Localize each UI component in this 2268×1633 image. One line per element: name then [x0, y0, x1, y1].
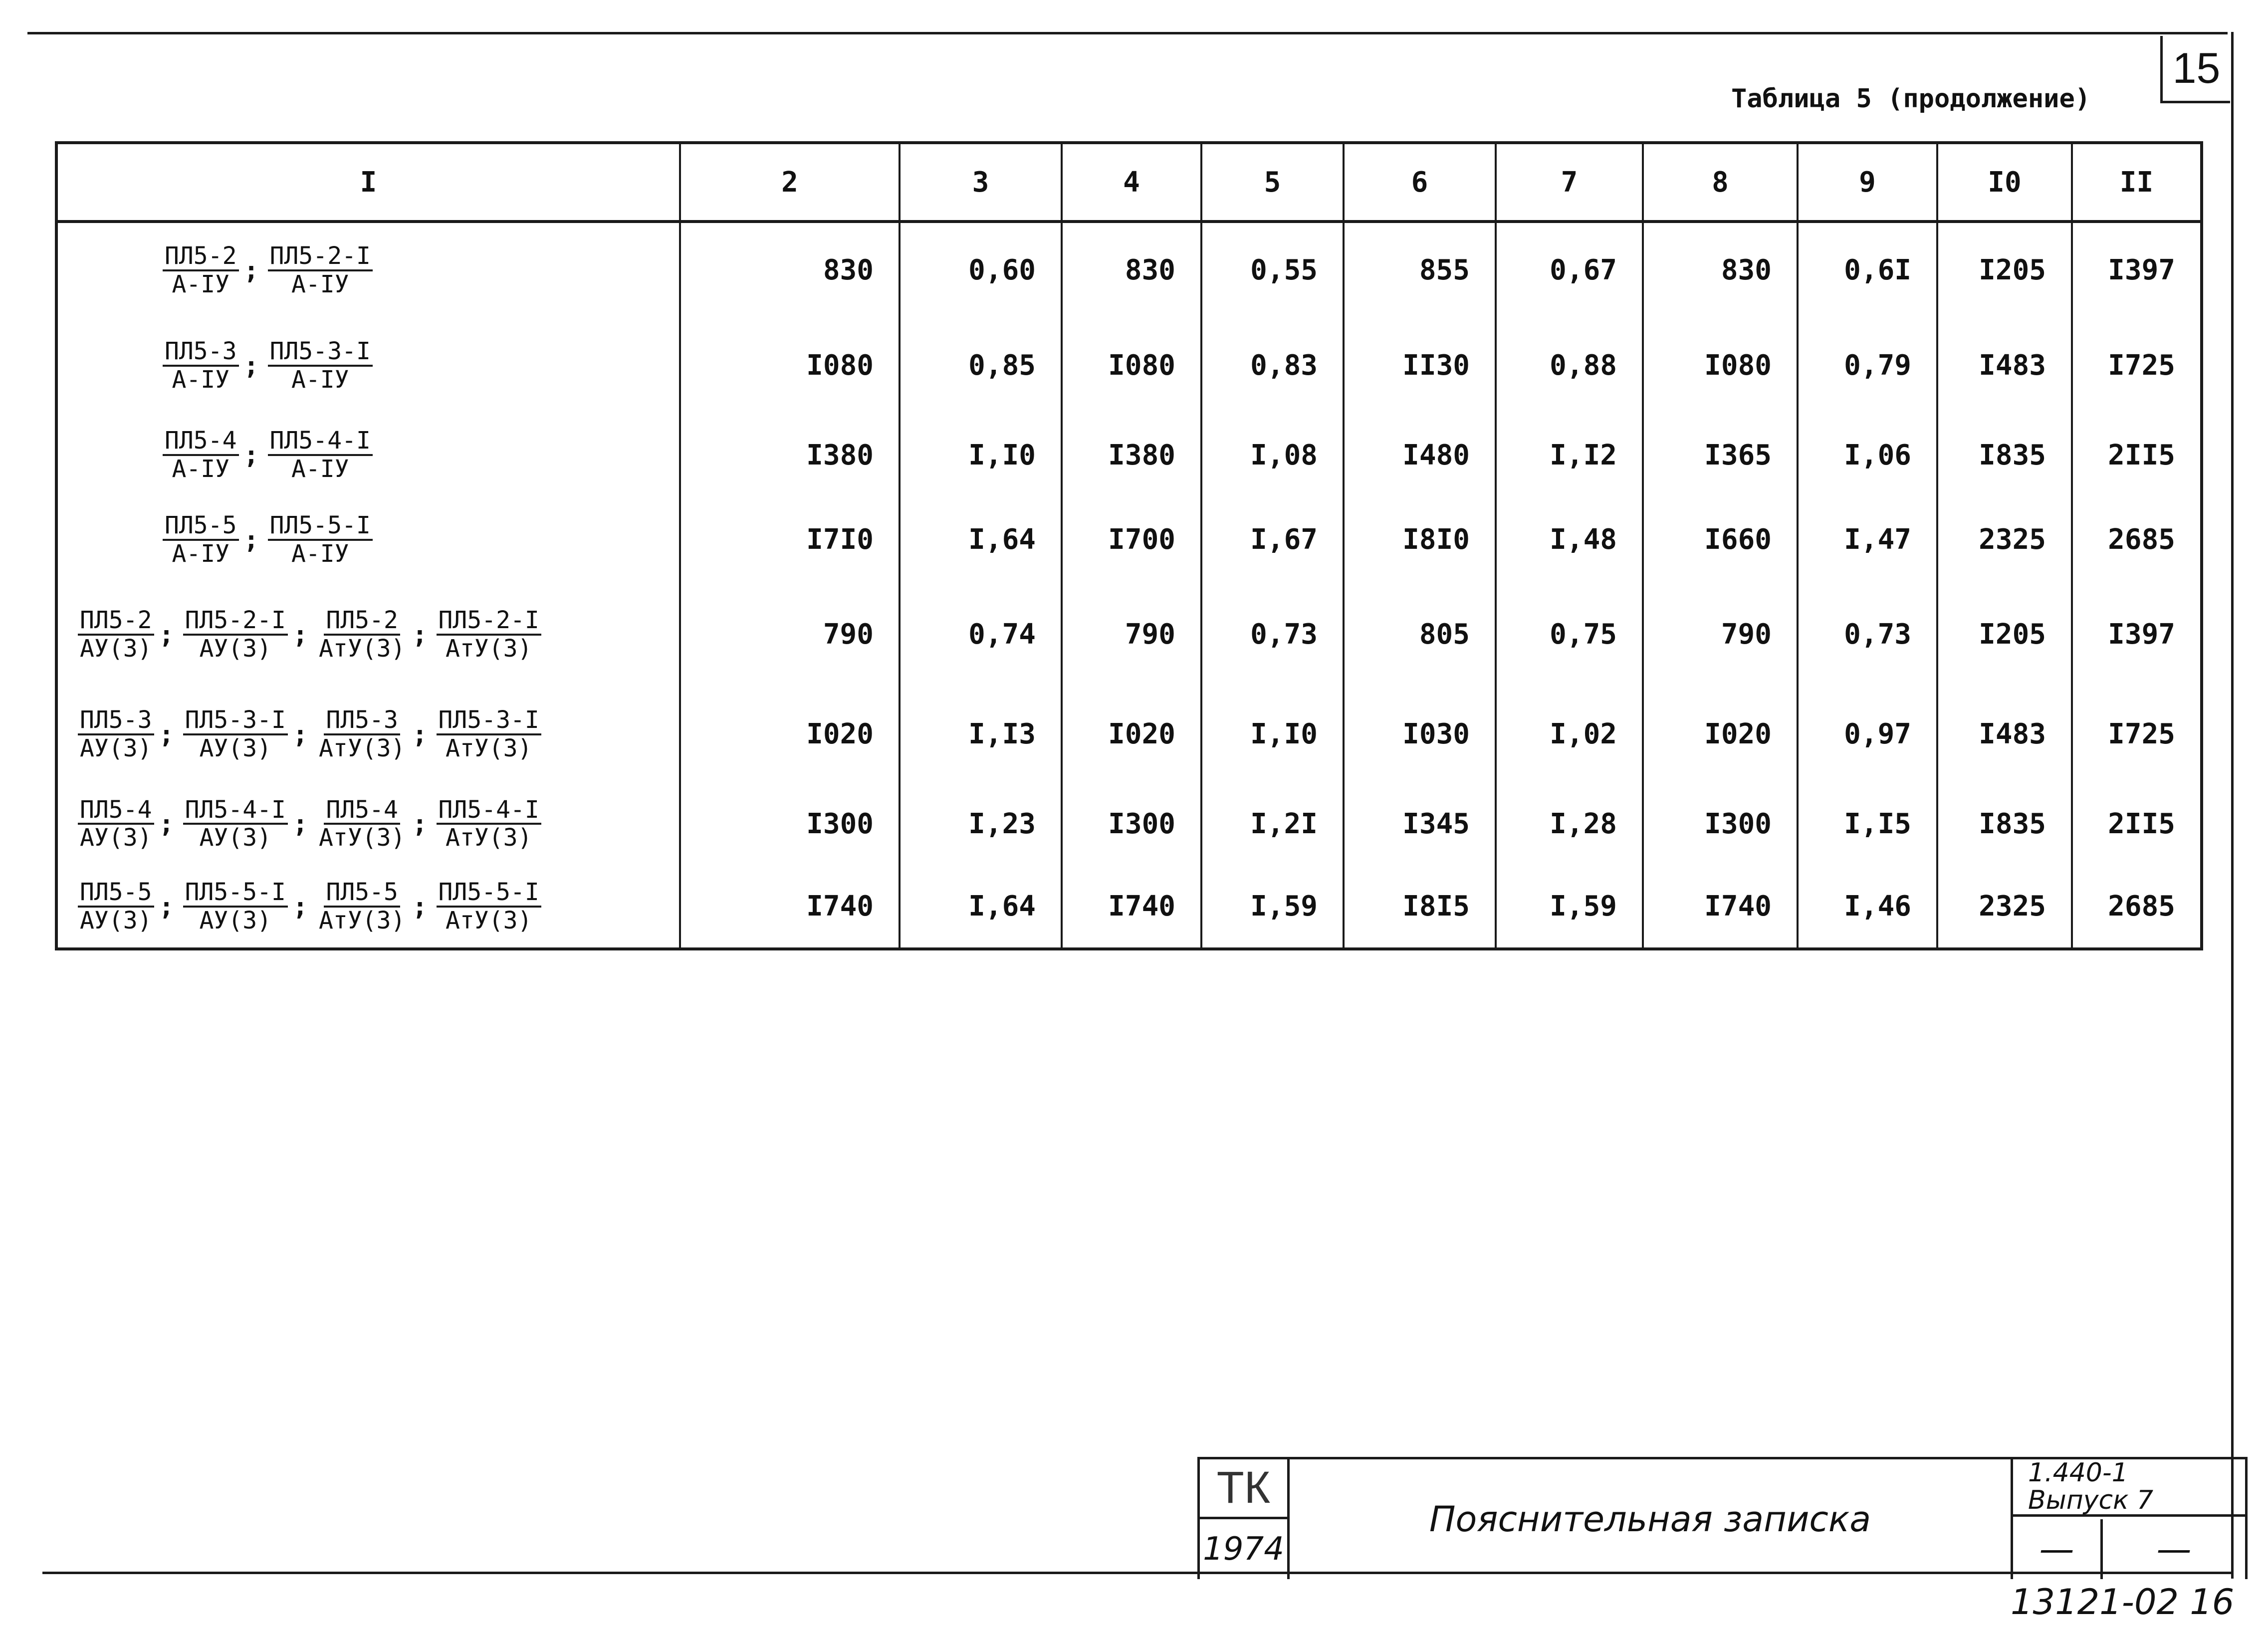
value-cell: I835 — [1937, 414, 2072, 497]
value-cell: 0,85 — [900, 317, 1062, 413]
column-header: 9 — [1798, 143, 1937, 222]
separator: ; — [292, 719, 308, 749]
value-cell: I480 — [1344, 414, 1496, 497]
value-cell: I020 — [680, 687, 900, 782]
value-cell: I,47 — [1798, 497, 1937, 583]
value-cell: I483 — [1937, 687, 2072, 782]
column-header: 6 — [1344, 143, 1496, 222]
product-fraction — [317, 797, 407, 852]
table-row — [56, 687, 2202, 782]
product-fraction — [78, 879, 154, 934]
value-cell: I740 — [680, 866, 900, 949]
product-fraction — [183, 879, 288, 934]
table-row — [56, 866, 2202, 949]
value-cell: 2II5 — [2072, 782, 2202, 866]
steel-grade: АУ(З) — [199, 824, 271, 852]
value-cell: 0,60 — [900, 222, 1062, 317]
column-header: 4 — [1062, 143, 1201, 222]
product-mark: ПЛ5-3-I — [268, 338, 373, 367]
steel-grade: А-IУ — [172, 365, 230, 394]
document-code: 13121-02 16 — [2011, 1582, 2235, 1623]
value-cell: 0,74 — [900, 583, 1062, 687]
product-fraction — [183, 797, 288, 852]
column-header: 2 — [680, 143, 900, 222]
value-cell: 830 — [1643, 222, 1798, 317]
table-caption: Таблица 5 (продолжение) — [1731, 84, 2091, 114]
sheet-field-left: — — [2013, 1519, 2103, 1579]
product-fraction — [268, 512, 373, 567]
value-cell: I725 — [2072, 317, 2202, 413]
value-cell: I8I0 — [1344, 497, 1496, 583]
product-fraction — [183, 607, 288, 662]
product-fraction — [183, 707, 288, 762]
table-row — [56, 222, 2202, 317]
value-cell: I080 — [1643, 317, 1798, 413]
steel-grade: АУ(З) — [80, 906, 152, 934]
steel-grade: А-IУ — [291, 455, 349, 483]
product-label-cell — [56, 497, 680, 583]
value-cell: I8I5 — [1344, 866, 1496, 949]
year-label: 1974 — [1200, 1519, 1290, 1579]
value-cell: 0,79 — [1798, 317, 1937, 413]
product-mark: ПЛ5-4-I — [183, 797, 288, 825]
value-cell: I725 — [2072, 687, 2202, 782]
value-cell: 0,88 — [1496, 317, 1643, 413]
value-cell: I,46 — [1798, 866, 1937, 949]
right-border-line — [2231, 32, 2234, 1579]
steel-grade: АУ(З) — [199, 734, 271, 762]
value-cell: I,28 — [1496, 782, 1643, 866]
value-cell: 0,67 — [1496, 222, 1643, 317]
column-header: I — [56, 143, 680, 222]
steel-grade: АУ(З) — [199, 906, 271, 934]
steel-grade: АУ(З) — [80, 734, 152, 762]
separator: ; — [243, 351, 259, 380]
product-mark: ПЛ5-2 — [324, 607, 400, 636]
product-mark: ПЛ5-2-I — [183, 607, 288, 636]
product-fraction — [317, 707, 407, 762]
steel-grade: АтУ(З) — [445, 634, 532, 663]
value-cell: I,06 — [1798, 414, 1937, 497]
value-cell: 2II5 — [2072, 414, 2202, 497]
value-cell: I345 — [1344, 782, 1496, 866]
table-row — [56, 782, 2202, 866]
product-fraction — [163, 428, 239, 482]
top-border-line — [27, 32, 2228, 34]
steel-grade: АтУ(З) — [445, 906, 532, 934]
value-cell: I205 — [1937, 583, 2072, 687]
separator: ; — [292, 620, 308, 649]
value-cell: 790 — [1643, 583, 1798, 687]
product-mark: ПЛ5-3 — [163, 338, 239, 367]
value-cell: 0,73 — [1798, 583, 1937, 687]
steel-grade: А-IУ — [172, 270, 230, 298]
value-cell: I300 — [680, 782, 900, 866]
product-mark: ПЛ5-5 — [324, 879, 400, 908]
value-cell: I380 — [1062, 414, 1201, 497]
value-cell: I020 — [1062, 687, 1201, 782]
value-cell: 855 — [1344, 222, 1496, 317]
value-cell: 2685 — [2072, 866, 2202, 949]
value-cell: 0,83 — [1201, 317, 1344, 413]
value-cell: 0,97 — [1798, 687, 1937, 782]
product-fraction — [317, 607, 407, 662]
steel-grade: А-IУ — [172, 539, 230, 568]
product-label-cell — [56, 782, 680, 866]
value-cell: 0,55 — [1201, 222, 1344, 317]
product-mark: ПЛ5-5-I — [437, 879, 541, 908]
product-fraction — [78, 797, 154, 852]
column-header: 5 — [1201, 143, 1344, 222]
value-cell: II30 — [1344, 317, 1496, 413]
product-mark: ПЛ5-4-I — [268, 428, 373, 456]
value-cell: I300 — [1643, 782, 1798, 866]
value-cell: 790 — [1062, 583, 1201, 687]
title-block — [1197, 1457, 2248, 1579]
product-label-cell — [56, 687, 680, 782]
table-row — [56, 317, 2202, 413]
product-mark: ПЛ5-2-I — [437, 607, 541, 636]
value-cell: I,23 — [900, 782, 1062, 866]
separator: ; — [159, 719, 174, 749]
product-fraction — [268, 338, 373, 393]
value-cell: I740 — [1062, 866, 1201, 949]
separator: ; — [243, 441, 259, 470]
product-mark: ПЛ5-2-I — [268, 243, 373, 271]
value-cell: I,08 — [1201, 414, 1344, 497]
column-header: I0 — [1937, 143, 2072, 222]
product-fraction — [268, 428, 373, 482]
product-fraction — [163, 512, 239, 567]
value-cell: 0,6I — [1798, 222, 1937, 317]
product-mark: ПЛ5-2 — [163, 243, 239, 271]
steel-grade: АтУ(З) — [319, 634, 406, 663]
separator: ; — [159, 809, 174, 839]
value-cell: 830 — [1062, 222, 1201, 317]
separator: ; — [243, 525, 259, 554]
page-number: 15 — [2160, 36, 2230, 103]
product-mark: ПЛ5-5 — [163, 512, 239, 541]
product-fraction — [163, 338, 239, 393]
product-mark: ПЛ5-3 — [324, 707, 400, 735]
product-mark: ПЛ5-5-I — [183, 879, 288, 908]
value-cell: I020 — [1643, 687, 1798, 782]
product-label-cell — [56, 414, 680, 497]
column-header: 7 — [1496, 143, 1643, 222]
product-fraction — [437, 797, 541, 852]
steel-grade: АУ(З) — [80, 824, 152, 852]
separator: ; — [412, 809, 428, 839]
product-fraction — [437, 607, 541, 662]
value-cell: 2325 — [1937, 866, 2072, 949]
value-cell: I,67 — [1201, 497, 1344, 583]
product-fraction — [437, 879, 541, 934]
value-cell: I365 — [1643, 414, 1798, 497]
value-cell: I7I0 — [680, 497, 900, 583]
product-mark: ПЛ5-2 — [78, 607, 154, 636]
steel-grade: А-IУ — [291, 365, 349, 394]
value-cell: I,59 — [1496, 866, 1643, 949]
steel-grade: АтУ(З) — [319, 824, 406, 852]
separator: ; — [159, 620, 174, 649]
separator: ; — [292, 809, 308, 839]
steel-grade: АУ(З) — [199, 634, 271, 663]
sheet-field-right: — — [2156, 1529, 2192, 1570]
product-mark: ПЛ5-4 — [324, 797, 400, 825]
value-cell: I740 — [1643, 866, 1798, 949]
product-label-cell — [56, 317, 680, 413]
steel-grade: А-IУ — [291, 539, 349, 568]
product-fraction — [268, 243, 373, 298]
value-cell: I080 — [1062, 317, 1201, 413]
value-cell: I700 — [1062, 497, 1201, 583]
value-cell: I,64 — [900, 866, 1062, 949]
separator: ; — [412, 719, 428, 749]
value-cell: 805 — [1344, 583, 1496, 687]
separator: ; — [412, 620, 428, 649]
steel-grade: АтУ(З) — [319, 906, 406, 934]
product-fraction — [317, 879, 407, 934]
table-row — [56, 497, 2202, 583]
product-fraction — [78, 707, 154, 762]
product-fraction — [163, 243, 239, 298]
value-cell: I030 — [1344, 687, 1496, 782]
value-cell: 830 — [680, 222, 900, 317]
product-label-cell — [56, 222, 680, 317]
product-mark: ПЛ5-4 — [163, 428, 239, 456]
org-stamp: ТК — [1200, 1459, 1290, 1519]
table-row — [56, 414, 2202, 497]
steel-grade: А-IУ — [291, 270, 349, 298]
product-mark: ПЛ5-3 — [78, 707, 154, 735]
issue-number: Выпуск 7 — [2028, 1485, 2154, 1515]
column-header: II — [2072, 143, 2202, 222]
product-label-cell — [56, 583, 680, 687]
steel-grade: АУ(З) — [80, 634, 152, 663]
value-cell: I,2I — [1201, 782, 1344, 866]
value-cell: I,I2 — [1496, 414, 1643, 497]
value-cell: I,59 — [1201, 866, 1344, 949]
product-fraction — [437, 707, 541, 762]
value-cell: I660 — [1643, 497, 1798, 583]
product-fraction — [78, 607, 154, 662]
series-label — [2013, 1459, 2245, 1517]
value-cell: I,I0 — [1201, 687, 1344, 782]
value-cell: 2325 — [1937, 497, 2072, 583]
table-row — [56, 583, 2202, 687]
column-header: 3 — [900, 143, 1062, 222]
product-mark: ПЛ5-3-I — [183, 707, 288, 735]
value-cell: 2685 — [2072, 497, 2202, 583]
value-cell: I397 — [2072, 583, 2202, 687]
value-cell: I,I5 — [1798, 782, 1937, 866]
series-number: 1.440-1 — [2028, 1458, 2128, 1488]
steel-grade: АтУ(З) — [319, 734, 406, 762]
separator: ; — [159, 892, 174, 921]
steel-grade: АтУ(З) — [445, 734, 532, 762]
value-cell: I205 — [1937, 222, 2072, 317]
product-mark: ПЛ5-4 — [78, 797, 154, 825]
product-mark: ПЛ5-4-I — [437, 797, 541, 825]
data-table — [55, 141, 2203, 950]
value-cell: 790 — [680, 583, 900, 687]
value-cell: I,02 — [1496, 687, 1643, 782]
product-label-cell — [56, 866, 680, 949]
separator: ; — [292, 892, 308, 921]
value-cell: I,I3 — [900, 687, 1062, 782]
value-cell: I,48 — [1496, 497, 1643, 583]
value-cell: I,64 — [900, 497, 1062, 583]
separator: ; — [243, 255, 259, 285]
product-mark: ПЛ5-5 — [78, 879, 154, 908]
separator: ; — [412, 892, 428, 921]
value-cell: I080 — [680, 317, 900, 413]
document-title: Пояснительная записка — [1290, 1459, 2013, 1579]
value-cell: I397 — [2072, 222, 2202, 317]
value-cell: 0,73 — [1201, 583, 1344, 687]
value-cell: I300 — [1062, 782, 1201, 866]
steel-grade: А-IУ — [172, 455, 230, 483]
value-cell: I483 — [1937, 317, 2072, 413]
value-cell: 0,75 — [1496, 583, 1643, 687]
column-header: 8 — [1643, 143, 1798, 222]
product-mark: ПЛ5-5-I — [268, 512, 373, 541]
value-cell: I,I0 — [900, 414, 1062, 497]
steel-grade: АтУ(З) — [445, 824, 532, 852]
table-header-row — [56, 143, 2202, 222]
product-mark: ПЛ5-3-I — [437, 707, 541, 735]
value-cell: I835 — [1937, 782, 2072, 866]
value-cell: I380 — [680, 414, 900, 497]
